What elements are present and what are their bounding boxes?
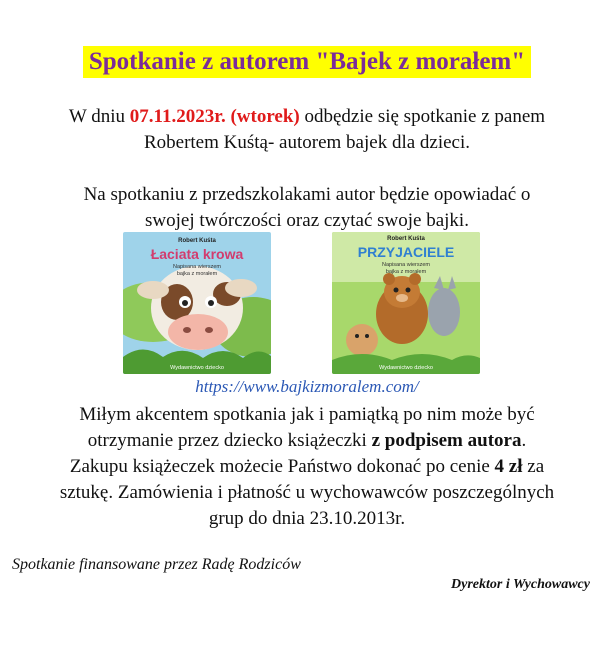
book-cover-przyjaciele	[332, 232, 480, 374]
intro-prefix: W dniu	[68, 106, 130, 127]
details-line-4: sztukę. Zamówienia i płatność u wychowawców poszczególnych	[59, 482, 555, 503]
intro-line-1	[20, 104, 594, 130]
cover1-subtitle-line-2: bajka z morałem	[176, 271, 218, 277]
details-paragraph	[20, 402, 594, 532]
details-line-2-end: .	[521, 430, 527, 451]
details-line-3	[20, 454, 594, 480]
author-signature-note: podpisem autora	[384, 430, 522, 451]
cover1-author: Robert Kuśta	[178, 238, 216, 244]
intro-paragraph	[20, 104, 594, 156]
title-container	[0, 46, 614, 78]
cover2-subtitle	[332, 262, 480, 276]
signature: Dyrektor i Wychowawcy	[451, 577, 590, 592]
cover1-title: Łaciata krowa	[150, 246, 244, 262]
book-price: 4 zł	[494, 456, 523, 477]
cover1-publisher: Wydawnictwo dziecko	[170, 365, 224, 371]
cover2-subtitle-line-1: Napisana wierszem	[382, 262, 430, 268]
details-line-2-z: z	[371, 430, 385, 451]
details-line-2	[20, 428, 594, 454]
meeting-date: 07.11.2023r. (wtorek)	[129, 106, 300, 127]
description-line-2: swojej twórczości oraz czytać swoje bajki.	[145, 210, 469, 231]
intro-suffix: odbędzie się spotkanie z panem	[299, 106, 546, 127]
details-line-3-prefix: Zakupu książeczek możecie Państwo dokonać po cenie	[69, 456, 495, 477]
cover1-subtitle	[123, 264, 271, 278]
page-title: Spotkanie z autorem "Bajek z morałem"	[83, 46, 531, 78]
cover2-author: Robert Kuśta	[387, 236, 425, 242]
cover2-publisher: Wydawnictwo dziecko	[379, 365, 433, 371]
intro-line-2: Robertem Kuśtą- autorem bajek dla dzieci.	[143, 132, 471, 153]
details-line-2-prefix: otrzymanie przez dziecko książeczki	[87, 430, 372, 451]
cover2-title: PRZYJACIELE	[357, 244, 455, 260]
details-line-3-suffix: za	[522, 456, 545, 477]
cover2-subtitle-line-2: bajka z morałem	[385, 269, 427, 275]
book-cover-laciata-krowa	[123, 232, 271, 374]
description-line-1: Na spotkaniu z przedszkolakami autor będzie opowiadać o	[83, 184, 531, 205]
details-line-1: Miłym akcentem spotkania jak i pamiątką po nim może być	[79, 404, 535, 425]
funding-note: Spotkanie finansowane przez Radę Rodziców	[12, 556, 301, 573]
details-line-5: grup do dnia 23.10.2013r.	[208, 508, 406, 529]
website-link[interactable]: https://www.bajkizmoralem.com/	[195, 377, 419, 396]
cover1-subtitle-line-1: Napisana wierszem	[173, 264, 221, 270]
description-paragraph	[20, 182, 594, 234]
